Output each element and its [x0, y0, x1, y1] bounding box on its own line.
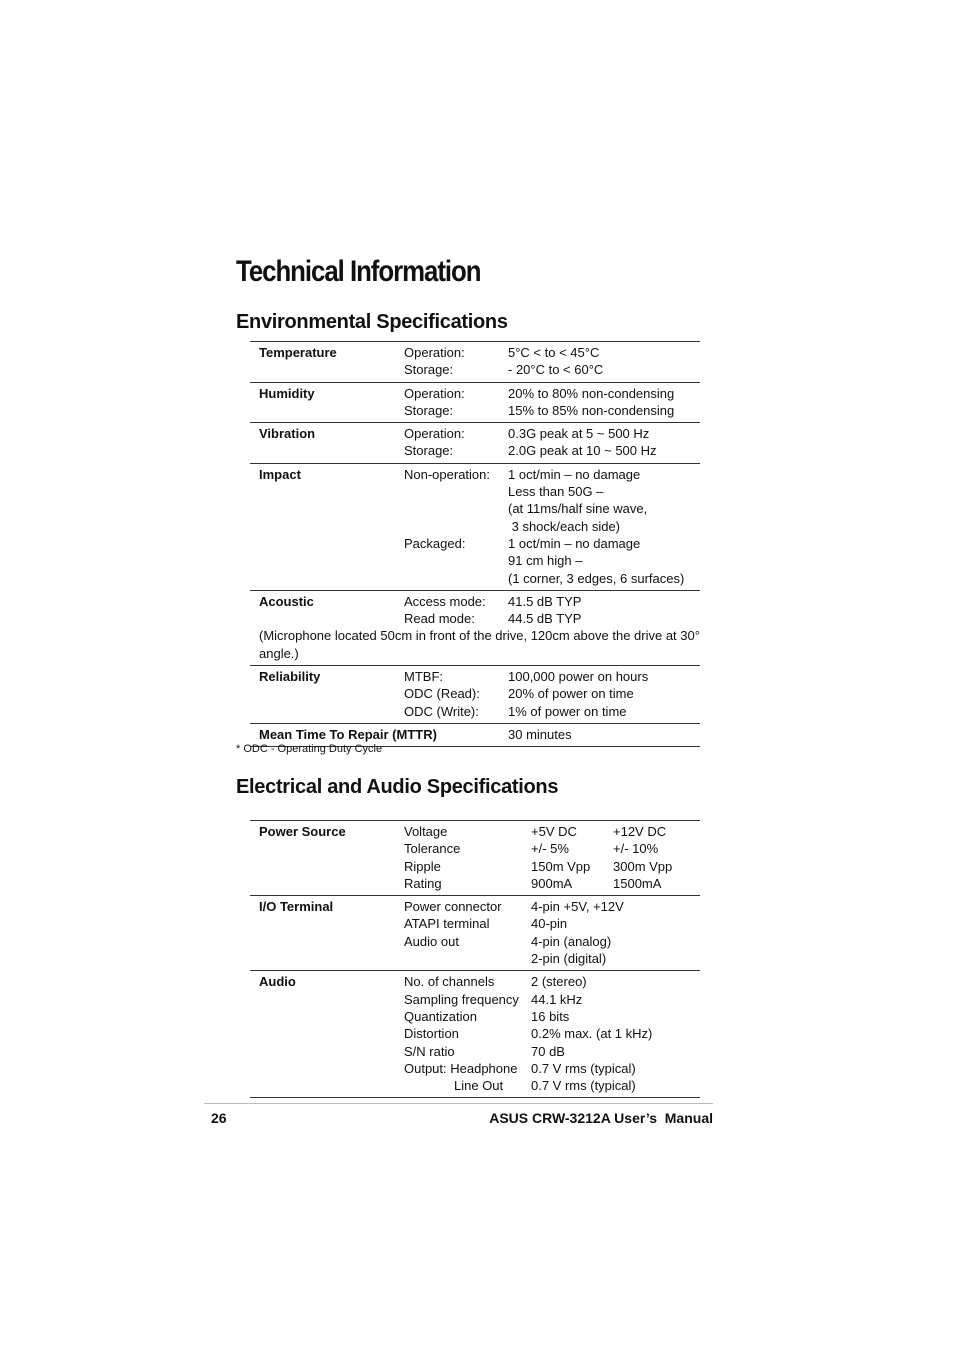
page-number: 26 [211, 1110, 227, 1126]
spec-key: Operation: [404, 385, 465, 401]
spec-key: Operation: [404, 345, 465, 360]
spec-key: Non-operation: [404, 466, 490, 482]
spec-value: 16 bits [531, 1008, 570, 1024]
spec-key: Packaged: [404, 535, 466, 551]
spec-key: Line Out [454, 1078, 504, 1094]
io-terminal-label: I/O Terminal [259, 899, 334, 915]
audio-label: Audio [259, 974, 296, 990]
env-spec-table [250, 341, 700, 747]
spec-value: +/- 5% [531, 841, 569, 857]
spec-key: Access mode: [404, 593, 486, 609]
spec-value: 1 oct/min – no damage [508, 535, 641, 551]
humidity-block [250, 383, 700, 424]
spec-value: 0.7 V rms (typical) [531, 1078, 636, 1094]
spec-key: ODC (Write): [404, 703, 479, 719]
elec-spec-table [250, 820, 700, 1098]
spec-value: 0.2% max. (at 1 kHz) [531, 1026, 653, 1042]
spec-key: Audio out [404, 933, 459, 949]
footnote: * ODC - Operating Duty Cycle [236, 743, 383, 755]
spec-value: 2.0G peak at 10 ~ 500 Hz [508, 443, 657, 459]
acoustic-label: Acoustic [259, 593, 314, 609]
spec-key [404, 950, 531, 967]
spec-value: 41.5 dB TYP [508, 593, 582, 609]
manual-title: ASUS CRW-3212A User’s Manual [489, 1110, 713, 1126]
spec-key: MTBF: [404, 669, 443, 685]
spec-value: 44.1 kHz [531, 991, 583, 1007]
spec-value: 40-pin [531, 916, 568, 932]
spec-key: Output: Headphone [404, 1060, 518, 1076]
spec-value: (1 corner, 3 edges, 6 surfaces) [508, 570, 685, 586]
spec-key: Storage: [404, 362, 454, 378]
page-title: Technical Information [236, 255, 481, 288]
temperature-label: Temperature [259, 345, 337, 360]
spec-value: Less than 50G – [508, 484, 604, 500]
spec-key: Read mode: [404, 611, 475, 627]
impact-label: Impact [259, 466, 301, 482]
spec-value: 44.5 dB TYP [508, 611, 582, 627]
spec-value: 20% to 80% non-condensing [508, 385, 675, 401]
spec-key: Sampling frequency [404, 991, 519, 1007]
spec-key: Quantization [404, 1008, 477, 1024]
spec-key: Operation: [404, 426, 465, 442]
spec-key: Storage: [404, 443, 454, 459]
spec-value: 5°C < to < 45°C [508, 345, 600, 360]
spec-key: S/N ratio [404, 1043, 455, 1059]
spec-key: Storage: [404, 402, 454, 418]
spec-value: +/- 10% [613, 841, 659, 857]
spec-value: 70 dB [531, 1043, 565, 1059]
spec-key: Distortion [404, 1026, 459, 1042]
humidity-label: Humidity [259, 385, 315, 401]
footer-divider [204, 1103, 713, 1104]
spec-value: 91 cm high – [508, 553, 583, 569]
spec-key: ATAPI terminal [404, 916, 490, 932]
acoustic-note: (Microphone located 50cm in front of the drive, 120cm above the drive at 30° angle.) [259, 628, 700, 661]
spec-key: Rating [404, 875, 442, 891]
spec-value: 900mA [531, 875, 573, 891]
io-terminal-block [250, 896, 700, 971]
spec-key: Voltage [404, 824, 448, 839]
power-source-label: Power Source [259, 824, 346, 839]
spec-value: 15% to 85% non-condensing [508, 402, 675, 418]
vibration-label: Vibration [259, 426, 316, 442]
spec-value: - 20°C to < 60°C [508, 362, 604, 378]
spec-value: 4-pin (analog) [531, 933, 612, 949]
spec-value: 2-pin (digital) [531, 951, 607, 967]
spec-key: No. of channels [404, 974, 495, 990]
acoustic-block [250, 591, 700, 666]
spec-key: Tolerance [404, 841, 461, 857]
spec-value: 150m Vpp [531, 858, 591, 874]
impact-block [250, 464, 700, 591]
spec-key: Ripple [404, 858, 441, 874]
spec-value: 3 shock/each side) [508, 518, 621, 534]
spec-value: 4-pin +5V, +12V [531, 899, 624, 915]
reliability-label: Reliability [259, 669, 321, 685]
spec-value: 0.7 V rms (typical) [531, 1060, 636, 1076]
spec-value: 30 minutes [508, 726, 572, 742]
spec-value: 300m Vpp [613, 858, 673, 874]
spec-value: 2 (stereo) [531, 974, 587, 990]
temperature-block [250, 342, 700, 383]
spec-value: +5V DC [531, 824, 577, 839]
spec-value: 100,000 power on hours [508, 669, 649, 685]
spec-value: +12V DC [613, 824, 667, 839]
spec-value: (at 11ms/half sine wave, [508, 501, 648, 517]
env-heading: Environmental Specifications [236, 311, 508, 333]
audio-block [250, 971, 700, 1098]
vibration-block [250, 423, 700, 464]
spec-value: 1500mA [613, 875, 662, 891]
spec-value: 20% of power on time [508, 686, 634, 702]
spec-key: Power connector [404, 899, 502, 915]
spec-value: 1 oct/min – no damage [508, 466, 641, 482]
mttr-label: Mean Time To Repair (MTTR) [259, 726, 437, 742]
spec-value: 1% of power on time [508, 703, 627, 719]
power-source-block [250, 821, 700, 896]
reliability-block [250, 666, 700, 724]
elec-heading: Electrical and Audio Specifications [236, 776, 559, 798]
spec-value: 0.3G peak at 5 ~ 500 Hz [508, 426, 650, 442]
spec-key: ODC (Read): [404, 686, 480, 702]
